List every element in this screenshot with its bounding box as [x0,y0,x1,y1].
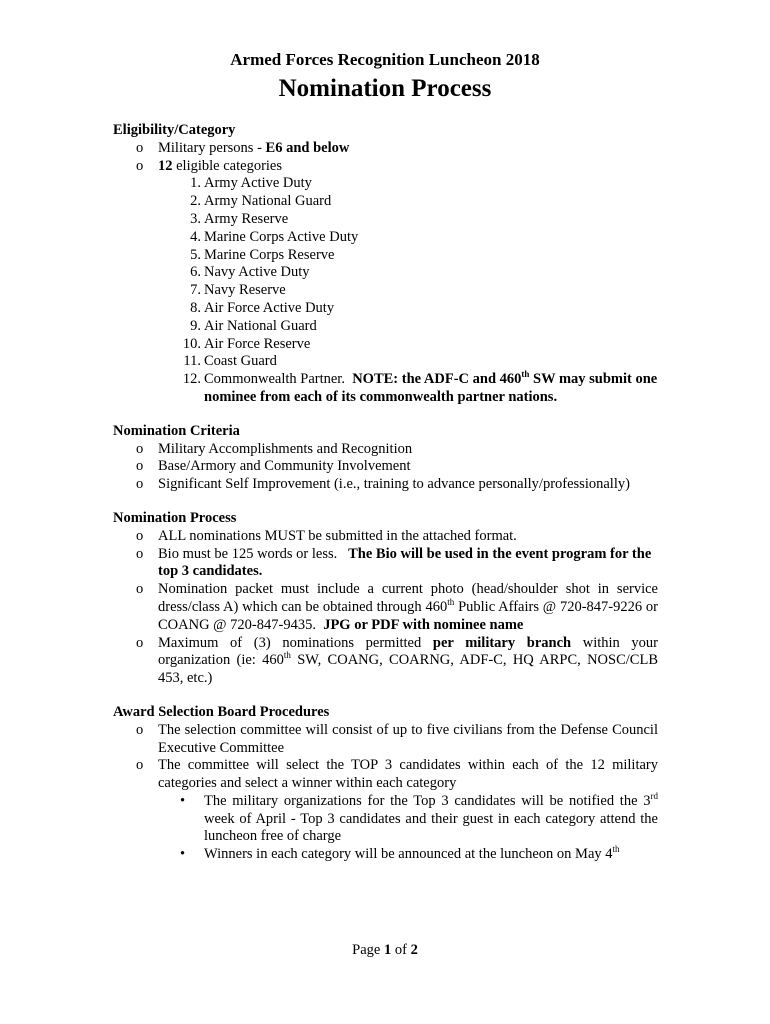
board-item-committee: o The selection committee will consist of up to five civilians from the Defense Council Executive Committee [113,722,658,758]
criteria-item: o Base/Armory and Community Involvement [113,458,658,476]
criteria-item: o Significant Self Improvement (i.e., training to advance personally/professionally) [113,476,658,494]
eligibility-military-persons: o Military persons - E6 and below [113,140,658,158]
board-bullet-notification: • The military organizations for the Top 3 candidates will be notified the 3rd week of April - Top 3 candidates and their guest in each category attend the luncheon free of charge [113,793,658,846]
page-title: Nomination Process [278,75,492,102]
category-item-commonwealth: 12. Commonwealth Partner. NOTE: the ADF-C and 460th SW may submit one nominee from each of its commonwealth partner nations. [182,369,658,405]
criteria-item: o Military Accomplishments and Recognition [113,441,658,459]
category-list [113,175,658,371]
category-item: 6. Navy Active Duty [190,264,310,281]
eligibility-categories-count: o 12 eligible categories [113,158,658,176]
process-heading: Nomination Process [113,509,237,526]
category-item: 1. Army Active Duty [190,175,312,192]
criteria-heading: Nomination Criteria [113,422,240,439]
eligibility-heading: Eligibility/Category [113,122,236,138]
event-title: Armed Forces Recognition Luncheon 2018 [230,50,540,69]
process-item-format: o ALL nominations MUST be submitted in the attached format. [113,528,658,546]
category-item: 10. Air Force Reserve [182,335,311,352]
process-item-bio: o Bio must be 125 words or less. The Bio will be used in the event program for the top 3 candidates. [113,546,658,582]
process-item-maximum: o Maximum of (3) nominations permitted per military branch within your organization (ie: 460th SW, COANG, COARNG, ADF-C, HQ ARPC, NOSC/CLB 453, etc.) [113,635,658,688]
category-item: 4. Marine Corps Active Duty [190,228,359,245]
category-item: 9. Air National Guard [190,317,317,334]
category-item: 8. Air Force Active Duty [190,299,335,316]
board-bullet-winners: • Winners in each category will be announced at the luncheon on May 4th [113,846,658,864]
process-item-photo: o Nomination packet must include a current photo (head/shoulder shot in service dress/class A) which can be obtained through 460th Public Affairs @ 720-847-9226 or COANG @ 720-847-9435. JPG or PDF with nominee name [113,581,658,634]
category-item: 5. Marine Corps Reserve [190,246,335,263]
page-footer: Page 1 of 2 [352,942,418,958]
category-item: 2. Army National Guard [190,193,332,210]
document-body [113,122,658,864]
board-heading: Award Selection Board Procedures [113,703,330,720]
board-item-selection: o The committee will select the TOP 3 candidates within each of the 12 military categories and select a winner within each category [113,757,658,793]
category-item: 11. Coast Guard [183,353,277,370]
category-item: 7. Navy Reserve [190,282,286,299]
category-item: 3. Army Reserve [190,210,289,227]
